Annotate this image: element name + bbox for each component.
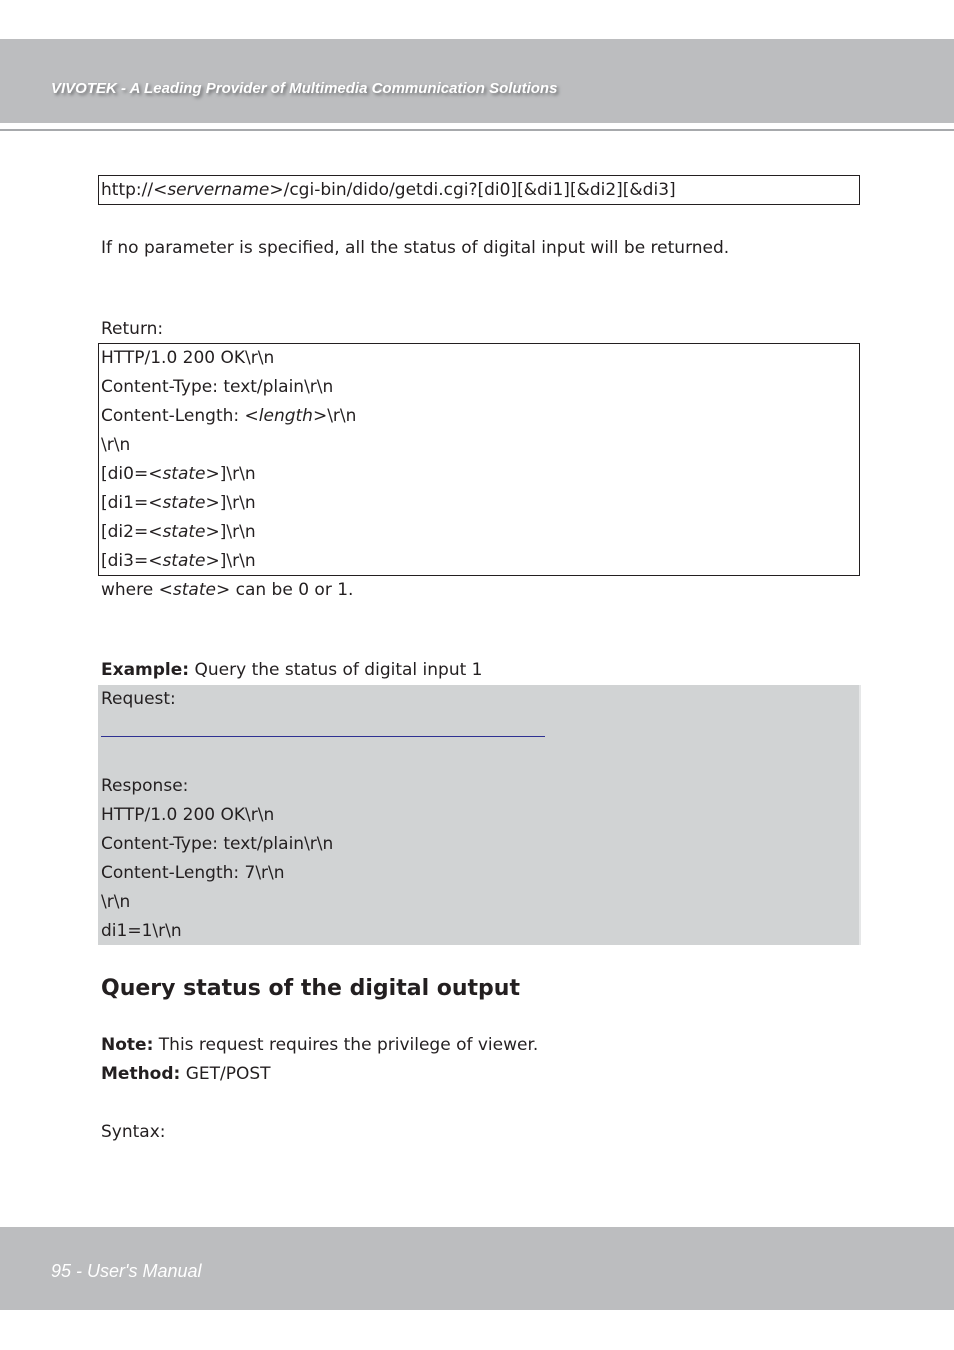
method-label: Method: [101, 1064, 181, 1084]
return-status-line: HTTP/1.0 200 OK\r\n [101, 348, 275, 368]
syntax-label: Syntax: [101, 1122, 166, 1142]
example-spacer [98, 743, 859, 772]
servername-var: servername [167, 180, 270, 200]
response-line: Content-Type: text/plain\r\n [101, 834, 334, 854]
syntax-box [98, 175, 860, 205]
response-line: Content-Length: 7\r\n [101, 863, 285, 883]
response-line: \r\n [101, 892, 131, 912]
return-label: Return: [101, 319, 164, 339]
return-content-length: Content-Length: <length>\r\n [101, 406, 357, 426]
response-line: HTTP/1.0 200 OK\r\n [101, 805, 275, 825]
where-state-line: where <state> can be 0 or 1. [101, 580, 354, 600]
no-param-note: If no parameter is specified, all the status of digital input will be returned. [101, 238, 730, 258]
example-box [98, 685, 861, 945]
note-label: Note: [101, 1035, 154, 1055]
method-line: Method: GET/POST [101, 1064, 271, 1084]
privilege-note: Note: This request requires the privilege of viewer. [101, 1035, 539, 1055]
request-link-placeholder [98, 714, 859, 743]
request-link-underline[interactable] [101, 736, 545, 737]
return-di2: [di2=<state>]\r\n [101, 522, 256, 542]
response-label: Response: [101, 776, 189, 796]
header-divider [0, 129, 954, 131]
return-di0: [di0=<state>]\r\n [101, 464, 256, 484]
return-di3: [di3=<state>]\r\n [101, 551, 256, 571]
return-box [98, 343, 860, 576]
return-di1: [di1=<state>]\r\n [101, 493, 256, 513]
response-line: di1=1\r\n [101, 921, 182, 941]
example-heading: Example: Query the status of digital input 1 [101, 660, 483, 680]
return-blank-line: \r\n [101, 435, 131, 455]
example-label: Example: [101, 660, 190, 680]
footer-page-label: 95 - User's Manual [51, 1261, 202, 1281]
return-content-type: Content-Type: text/plain\r\n [101, 377, 334, 397]
header-title: VIVOTEK - A Leading Provider of Multimedia Communication Solutions [51, 80, 558, 97]
request-label: Request: [101, 689, 176, 709]
section-title: Query status of the digital output [101, 976, 520, 1001]
syntax-url: http://<servername>/cgi-bin/dido/getdi.cgi?[di0][&di1][&di2][&di3] [101, 180, 676, 200]
